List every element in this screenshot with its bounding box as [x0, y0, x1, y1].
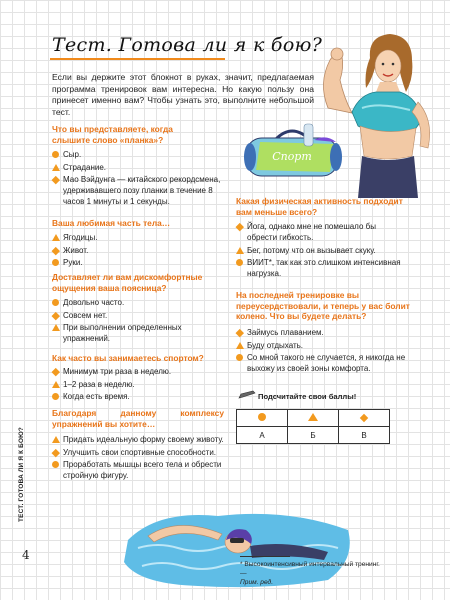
answer-item: Бег, потому что он вызывает скуку. — [236, 245, 401, 256]
answer-item: ВИИТ*, так как это слишком интенсивная нагрузка. — [236, 257, 401, 279]
answers-2 — [52, 232, 222, 270]
answer-item: 1–2 раза в неделю. — [52, 379, 222, 390]
triangle-marker-icon — [236, 247, 244, 254]
question-4: Как часто вы занимаетесь спортом? — [52, 353, 204, 363]
page-number: 4 — [22, 548, 30, 562]
answer-item: Придать идеальную форму своему животу. — [52, 434, 232, 445]
circle-marker-icon — [52, 151, 59, 158]
score-table — [236, 409, 390, 444]
pencil-icon — [238, 390, 256, 400]
answer-item: Живот. — [52, 245, 222, 256]
score-label: В — [339, 427, 390, 444]
answers-6 — [236, 221, 401, 281]
answer-item: Довольно часто. — [52, 297, 217, 308]
answer-item: Ягодицы. — [52, 232, 222, 243]
score-cell — [288, 410, 339, 427]
circle-marker-icon — [52, 461, 59, 468]
triangle-marker-icon — [52, 324, 60, 331]
score-cell — [237, 410, 288, 427]
answer-item: Проработать мышцы всего тела и обрести стройную фигуру. — [52, 459, 232, 481]
score-cell — [339, 410, 390, 427]
answer-item: Сыр. — [52, 149, 222, 160]
answer-item: Совсем нет. — [52, 310, 217, 321]
triangle-marker-icon — [52, 164, 60, 171]
intro-paragraph: Если вы держите этот блокнот в руках, значит, предлагаемая программа тренировок вам интересна. Но какую пользу она принесет именно вам? Чтобы узнать это, выполните небольшой тест. — [52, 72, 314, 117]
footnote: * Высокоинтенсивный интервальный тренинг. — Прим. ред. — [240, 561, 380, 586]
answer-item: Буду отдыхать. — [236, 340, 406, 351]
circle-marker-icon — [236, 354, 243, 361]
score-title: Подсчитайте свои баллы! — [258, 392, 357, 401]
question-2: Ваша любимая часть тела… — [52, 218, 171, 228]
question-6: Какая физическая активность подходит вам меньше всего? — [236, 196, 403, 217]
triangle-marker-icon — [308, 413, 318, 421]
answer-item: Когда есть время. — [52, 391, 222, 402]
question-5: Благодаря данному комплексу упражнений вы хотите… — [52, 408, 224, 429]
circle-marker-icon — [258, 413, 266, 421]
diamond-marker-icon — [52, 176, 60, 184]
triangle-marker-icon — [52, 436, 60, 443]
title-underline — [50, 58, 225, 60]
triangle-marker-icon — [236, 342, 244, 349]
answers-5 — [52, 434, 232, 483]
score-label: Б — [288, 427, 339, 444]
footnote-divider — [240, 556, 290, 557]
answers-4 — [52, 366, 222, 404]
sport-bag-illustration — [240, 122, 350, 182]
answer-item: Улучшить свои спортивные способности. — [52, 447, 232, 458]
circle-marker-icon — [52, 393, 59, 400]
answers-7 — [236, 327, 406, 376]
score-symbols-row — [237, 410, 390, 427]
diamond-marker-icon — [236, 223, 244, 231]
diamond-marker-icon — [236, 329, 244, 337]
circle-marker-icon — [52, 299, 59, 306]
diamond-marker-icon — [52, 311, 60, 319]
circle-marker-icon — [52, 259, 59, 266]
answer-item: Займусь плаванием. — [236, 327, 406, 338]
question-1: Что вы представляете, когда слышите слово «планка»? — [52, 124, 173, 145]
answer-item: Мао Вэйдунга — китайского рекордсмена, удерживавшего позу планки в течение 8 часов 1 минуты и 1 секунды. — [52, 174, 222, 207]
answer-item: Минимум три раза в неделю. — [52, 366, 222, 377]
diamond-marker-icon — [360, 413, 368, 421]
circle-marker-icon — [236, 259, 243, 266]
score-label: А — [237, 427, 288, 444]
answers-1 — [52, 149, 222, 209]
answer-item: Страдание. — [52, 162, 222, 173]
answer-item: При выполнении определенных упражнений. — [52, 322, 217, 344]
answer-item: Руки. — [52, 257, 222, 268]
answer-item: Со мной такого не случается, я никогда не выхожу из своей зоны комфорта. — [236, 352, 406, 374]
section-side-label: ТЕСТ. ГОТОВА ЛИ Я К БОЮ? — [18, 426, 25, 522]
answer-item: Йога, однако мне не помешало бы обрести гибкость. — [236, 221, 401, 243]
diamond-marker-icon — [52, 368, 60, 376]
score-labels-row — [237, 427, 390, 444]
triangle-marker-icon — [52, 381, 60, 388]
page-title: Тест. Готова ли я к бою? — [52, 34, 323, 56]
triangle-marker-icon — [52, 234, 60, 241]
diamond-marker-icon — [52, 246, 60, 254]
bag-label: Спорт — [272, 150, 312, 163]
question-3: Доставляет ли вам дискомфортные ощущения ваша поясница? — [52, 272, 203, 293]
answers-3 — [52, 297, 217, 346]
question-7: На последней тренировке вы переусердствовали, и теперь у вас болит колено. Что вы будете делать? — [236, 290, 410, 322]
diamond-marker-icon — [52, 448, 60, 456]
